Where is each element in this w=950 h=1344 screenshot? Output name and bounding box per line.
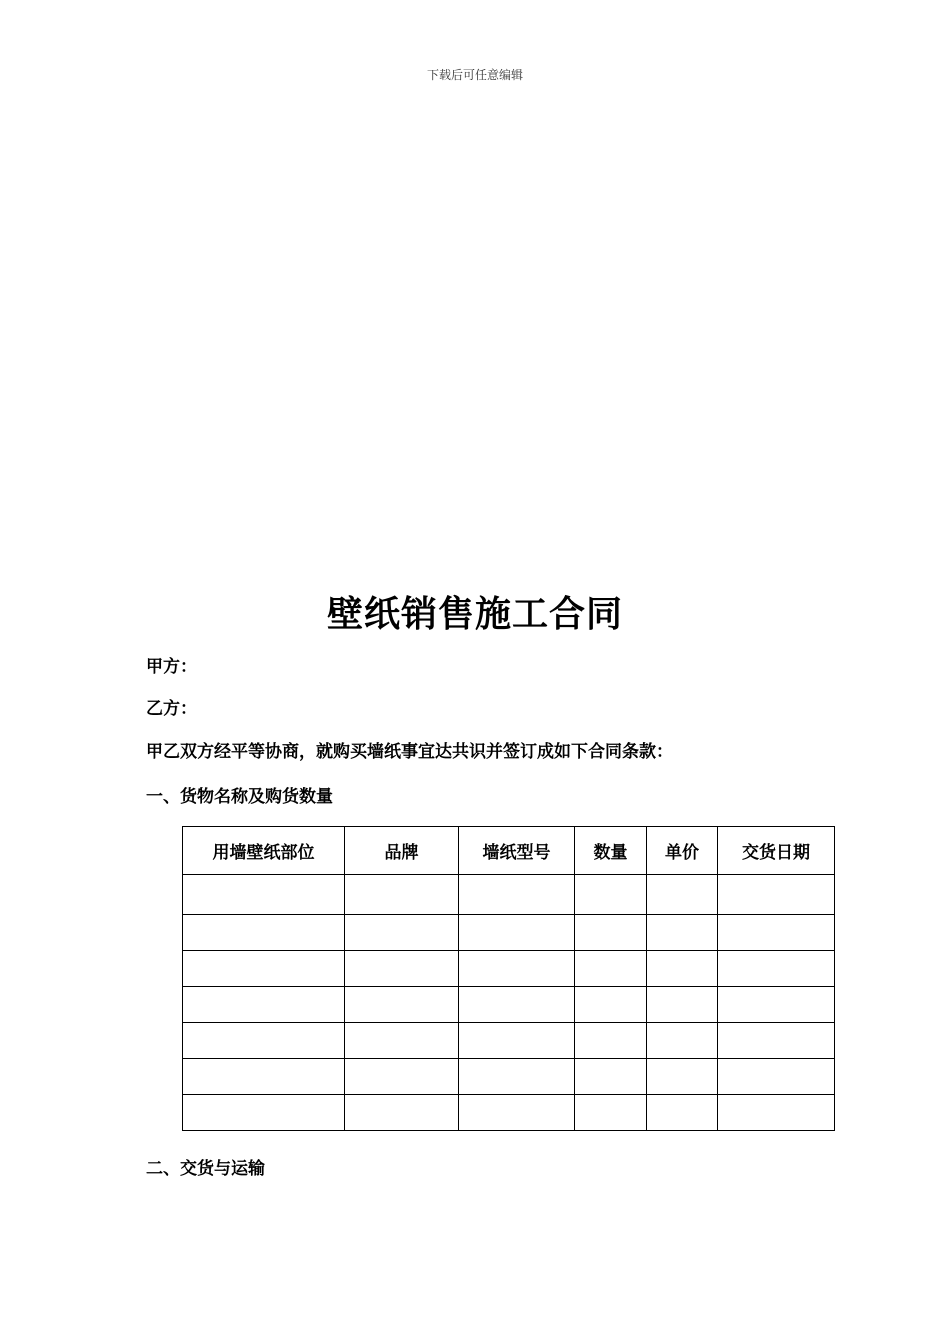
- table-cell: [345, 1023, 459, 1059]
- table-cell: [575, 1059, 647, 1095]
- header-delivery-date: 交货日期: [718, 827, 835, 875]
- table-cell: [647, 1095, 718, 1131]
- table-cell: [718, 875, 835, 915]
- table-cell: [718, 915, 835, 951]
- table-cell: [647, 951, 718, 987]
- table-cell: [718, 951, 835, 987]
- table-cell: [183, 1023, 345, 1059]
- party-a-label: 甲方：: [146, 657, 197, 677]
- table-cell: [459, 1023, 575, 1059]
- document-title: 壁纸销售施工合同: [326, 594, 623, 635]
- table-row: [183, 987, 835, 1023]
- table-cell: [345, 951, 459, 987]
- table-cell: [575, 987, 647, 1023]
- header-unit-price: 单价: [647, 827, 718, 875]
- table-cell: [575, 951, 647, 987]
- table-cell: [647, 875, 718, 915]
- table-cell: [183, 915, 345, 951]
- table-header-row: [183, 827, 835, 875]
- table-cell: [345, 987, 459, 1023]
- table-cell: [718, 987, 835, 1023]
- party-b-label: 乙方：: [146, 699, 197, 719]
- table-cell: [647, 915, 718, 951]
- table-cell: [647, 1023, 718, 1059]
- table-cell: [459, 915, 575, 951]
- table-cell: [718, 1059, 835, 1095]
- table-row: [183, 1059, 835, 1095]
- section-1-heading: 一、货物名称及购货数量: [146, 787, 333, 807]
- table-cell: [718, 1023, 835, 1059]
- table-row: [183, 875, 835, 915]
- table-cell: [459, 875, 575, 915]
- table-row: [183, 951, 835, 987]
- goods-table: [182, 826, 835, 1131]
- section-2-heading: 二、交货与运输: [146, 1159, 265, 1179]
- table-cell: [575, 915, 647, 951]
- header-brand: 品牌: [345, 827, 459, 875]
- table-cell: [183, 875, 345, 915]
- table-cell: [183, 1095, 345, 1131]
- table-cell: [575, 875, 647, 915]
- table-cell: [345, 875, 459, 915]
- header-wall-location: 用墙壁纸部位: [183, 827, 345, 875]
- table-cell: [575, 1023, 647, 1059]
- header-model: 墙纸型号: [459, 827, 575, 875]
- header-quantity: 数量: [575, 827, 647, 875]
- intro-paragraph: 甲乙双方经平等协商，就购买墙纸事宜达共识并签订成如下合同条款：: [146, 742, 673, 762]
- table-row: [183, 1095, 835, 1131]
- table-cell: [183, 951, 345, 987]
- table-cell: [718, 1095, 835, 1131]
- table-cell: [647, 1059, 718, 1095]
- table-cell: [345, 915, 459, 951]
- table-row: [183, 1023, 835, 1059]
- table-cell: [345, 1095, 459, 1131]
- table-cell: [575, 1095, 647, 1131]
- table-cell: [183, 1059, 345, 1095]
- header-note: 下载后可任意编辑: [426, 68, 523, 82]
- table-cell: [183, 987, 345, 1023]
- table-cell: [459, 1095, 575, 1131]
- table-cell: [345, 1059, 459, 1095]
- table-row: [183, 915, 835, 951]
- table-cell: [459, 987, 575, 1023]
- table-cell: [459, 951, 575, 987]
- table-cell: [459, 1059, 575, 1095]
- table-cell: [647, 987, 718, 1023]
